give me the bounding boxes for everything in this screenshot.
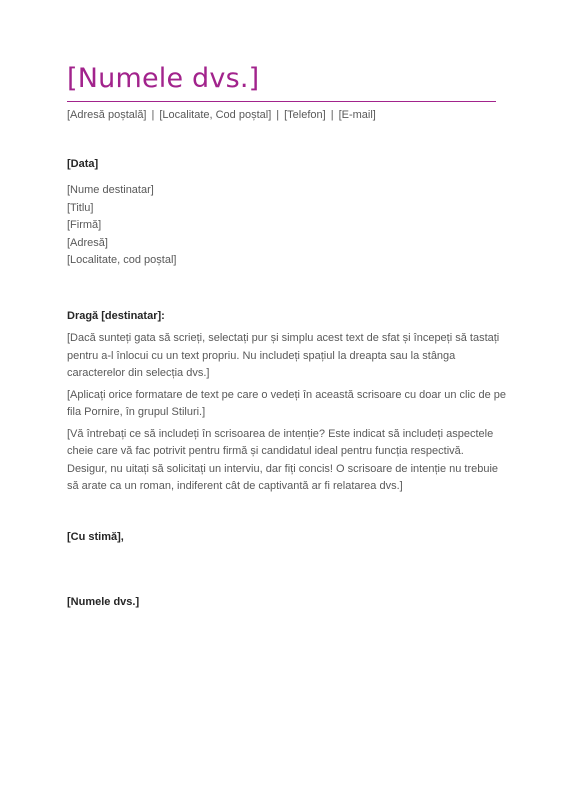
closing[interactable]: [Cu stimă], <box>67 531 124 543</box>
salutation[interactable]: Dragă [destinatar]: <box>67 310 165 322</box>
contact-line <box>67 108 376 122</box>
contact-city[interactable]: [Localitate, Cod poștal] <box>159 109 272 121</box>
body-paragraph[interactable]: [Vă întrebați ce să includeți în scrisoarea de intenție? Este indicat să includeți aspectele cheie care vă fac potrivit pentru firmă și candidatul ideal pentru funcția respectivă. Desigur, nu uitați să solicitați un interviu, dar fiți concis! O scrisoare de intenție nu trebuie să arate ca un roman, indiferent cât de captivantă ar fi relatarea dvs.] <box>67 427 499 492</box>
contact-separator: | <box>276 109 280 121</box>
body-paragraph[interactable]: [Dacă sunteți gata să scrieți, selectați pur și simplu acest text de sfat și începeți să tastați pentru a-l înlocui cu un text propriu. Nu includeți spațiul la dreapta sau la stânga caracterelor din selecția dvs.] <box>67 332 500 379</box>
recipient-title[interactable]: [Titlu] <box>67 201 94 214</box>
recipient-name[interactable]: [Nume destinatar] <box>67 184 154 196</box>
header-rule <box>67 101 496 102</box>
signature-name[interactable]: [Numele dvs.] <box>67 596 140 608</box>
letter-body <box>67 330 507 500</box>
contact-address[interactable]: [Adresă poștală] <box>67 109 147 121</box>
recipient-company[interactable]: [Firmă] <box>67 219 102 231</box>
contact-phone[interactable]: [Telefon] <box>284 109 326 121</box>
contact-separator: | <box>330 109 334 121</box>
letter-date[interactable]: [Data] <box>67 158 99 170</box>
recipient-address[interactable]: [Adresă] <box>67 236 108 249</box>
contact-separator: | <box>151 109 155 121</box>
contact-email[interactable]: [E-mail] <box>338 109 376 121</box>
recipient-block <box>67 182 176 270</box>
body-paragraph[interactable]: [Aplicați orice formatare de text pe care o vedeți în această scrisoare cu doar un clic de pe fila Pornire, în grupul Stiluri.] <box>67 388 507 418</box>
recipient-city[interactable]: [Localitate, cod poștal] <box>67 254 177 266</box>
sender-name[interactable]: [Numele dvs.] <box>67 63 260 94</box>
